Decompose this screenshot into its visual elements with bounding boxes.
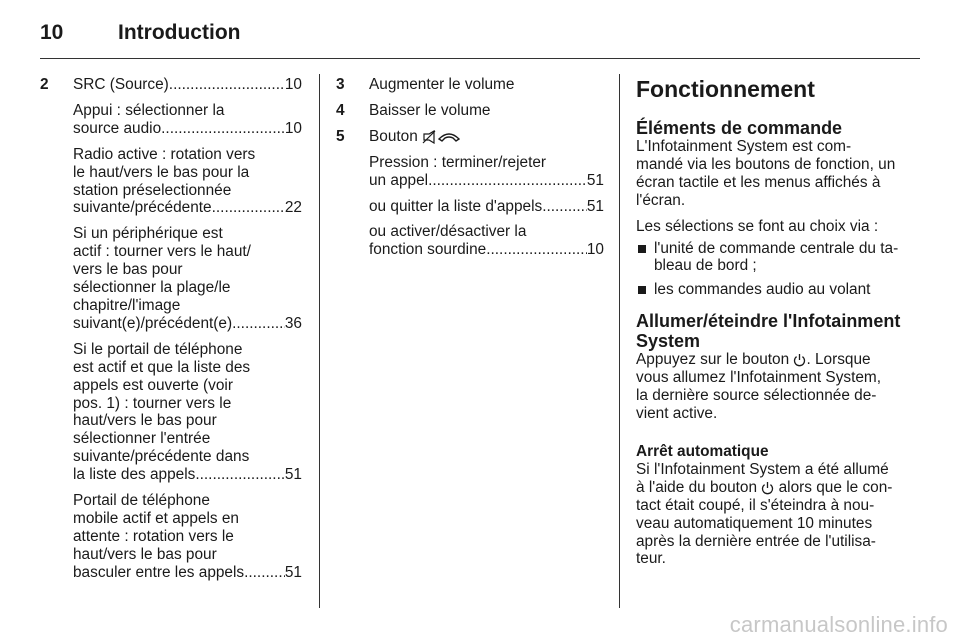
item-body	[369, 154, 604, 268]
toc-entry	[369, 223, 604, 259]
column-divider	[319, 74, 320, 608]
entry-line: Pression : terminer/rejeter	[369, 153, 547, 171]
paragraph	[636, 461, 906, 568]
toc-entry	[73, 225, 302, 332]
bullet-square-icon	[638, 286, 646, 294]
entry-text: source audio	[73, 119, 162, 137]
column-3	[636, 76, 906, 576]
toc-entry	[73, 341, 302, 484]
entry-line: sélectionner la plage/le	[73, 279, 231, 297]
page-ref[interactable]: 10	[284, 119, 302, 137]
text-line: veau automatiquement 10 minutes	[636, 514, 873, 532]
paragraph	[636, 351, 906, 423]
entry-line: pos. 1) : tourner vers le	[73, 394, 232, 412]
toc-entry	[369, 198, 604, 216]
page-ref[interactable]: 51	[586, 197, 604, 215]
page-ref[interactable]: 51	[284, 466, 302, 484]
text-line	[636, 479, 906, 497]
toc-entry	[369, 154, 604, 190]
entry-line: est actif et que la liste des	[73, 358, 251, 376]
entry-last-line	[369, 241, 604, 259]
text-line: les commandes audio au volant	[654, 281, 871, 299]
entry-line: Portail de téléphone	[73, 492, 210, 510]
text-line: vous allumez l'Infotainment System,	[636, 369, 882, 387]
leader-dots	[486, 241, 587, 259]
toc-entry	[73, 146, 302, 218]
text-line: l'unité de commande centrale du ta-	[654, 239, 899, 257]
entry-line: Si le portail de téléphone	[73, 340, 243, 358]
bullet-item	[636, 281, 906, 299]
text-segment: Appuyez sur le bouton	[636, 351, 790, 369]
column-1	[40, 76, 302, 590]
text-line: l'écran.	[636, 191, 686, 209]
entry-text: suivant(e)/précédent(e)	[73, 314, 233, 332]
text-segment: . Lorsque	[806, 351, 871, 369]
bullet-square-icon	[638, 245, 646, 253]
entry-last-line	[73, 564, 302, 582]
power-icon	[793, 353, 806, 367]
text-line	[636, 351, 906, 369]
leader-dots	[244, 564, 285, 582]
leader-dots	[428, 172, 587, 190]
entry-text: ou quitter la liste d'appels	[369, 197, 543, 215]
item-label-wrap	[369, 128, 604, 146]
entry-line: haut/vers le bas pour	[73, 412, 217, 430]
page-ref[interactable]: 51	[586, 171, 604, 189]
entry-last-line	[73, 466, 302, 484]
leader-dots	[232, 315, 285, 333]
list-item-2	[40, 76, 302, 590]
text-line: écran tactile et les menus affichés à	[636, 173, 881, 191]
text-line: après la dernière entrée de l'utilisa-	[636, 532, 876, 550]
entry-last-line	[369, 172, 604, 190]
text-line: mandé via les boutons de fonction, un	[636, 155, 896, 173]
entry-last-line	[73, 315, 302, 333]
item-label-wrap	[369, 102, 604, 120]
entry-line: haut/vers le bas pour	[73, 545, 217, 563]
item-body	[73, 76, 302, 590]
entry-line: ou activer/désactiver la	[369, 223, 527, 241]
entry-line: vers le bas pour	[73, 261, 183, 279]
list-item-4	[336, 102, 604, 120]
page-ref[interactable]: 10	[284, 76, 302, 93]
text-line: teur.	[636, 550, 666, 568]
entry-line: appels est ouverte (voir	[73, 376, 233, 394]
text-line: la dernière source sélectionnée de-	[636, 387, 877, 405]
entry-text: suivante/précédente	[73, 199, 212, 217]
entry-line: Si un périphérique est	[73, 225, 223, 243]
phone-mute-icon	[422, 130, 462, 144]
header-rule	[40, 58, 920, 59]
column-2	[336, 76, 604, 267]
entry-text: la liste des appels	[73, 466, 196, 484]
toc-entry	[73, 76, 302, 94]
leader-dots	[195, 466, 285, 484]
watermark: carmanualsonline.info	[729, 612, 948, 637]
item-label-wrap	[369, 76, 604, 94]
entry-line: sélectionner l'entrée	[73, 430, 211, 448]
page-header	[40, 18, 240, 48]
text-line: L'Infotainment System est com-	[636, 138, 852, 155]
entry-line: le haut/vers le bas pour la	[73, 163, 250, 181]
list-item-5	[336, 128, 604, 146]
text-line: Si l'Infotainment System a été allumé	[636, 460, 889, 478]
subheading-power	[636, 311, 906, 351]
leader-dots	[212, 199, 285, 217]
section-heading: Fonctionnement	[636, 76, 815, 102]
entry-line: suivante/précédente dans	[73, 448, 250, 466]
text-segment: à l'aide du bouton	[636, 478, 758, 496]
page-ref[interactable]: 10	[586, 241, 604, 259]
item-label: Augmenter le volume	[369, 76, 515, 93]
entry-last-line	[73, 199, 302, 217]
column-divider	[619, 74, 620, 608]
entry-text: basculer entre les appels	[73, 563, 245, 581]
item-label: Baisser le volume	[369, 101, 491, 119]
item-number: 4	[336, 101, 345, 119]
entry-line: mobile actif et appels en	[73, 509, 239, 527]
entry-text: fonction sourdine	[369, 241, 487, 259]
text-line: Allumer/éteindre l'Infotainment	[636, 311, 901, 332]
bullet-item	[636, 240, 906, 276]
list-item-3	[336, 76, 604, 94]
page-ref[interactable]: 51	[284, 563, 302, 581]
text-line: System	[636, 331, 701, 352]
leader-dots	[161, 120, 285, 138]
entry-text: SRC (Source)	[73, 76, 169, 93]
entry-line: attente : rotation vers le	[73, 527, 234, 545]
bullet-text	[654, 281, 870, 299]
toc-entry	[73, 492, 302, 582]
entry-line: station préselectionnée	[73, 181, 232, 199]
entry-line: actif : tourner vers le haut/	[73, 243, 251, 261]
entry-line: chapitre/l'image	[73, 296, 181, 314]
power-icon	[761, 481, 774, 495]
bullet-text	[654, 240, 898, 276]
item-number: 3	[336, 76, 345, 93]
item-label: Bouton	[369, 127, 418, 145]
entry-line: Radio active : rotation vers	[73, 145, 256, 163]
bullet-list	[636, 240, 906, 300]
text-line: vient active.	[636, 404, 718, 422]
entry-last-line	[73, 120, 302, 138]
entry-last-line	[369, 198, 604, 216]
list-item-5-entries	[336, 154, 604, 268]
leader-dots	[542, 198, 587, 216]
text-line: tact était coupé, il s'éteindra à nou-	[636, 496, 875, 514]
subheading-controls: Éléments de commande	[636, 118, 843, 138]
paragraph: Les sélections se font au choix via :	[636, 217, 879, 235]
text-line: bleau de bord ;	[654, 257, 757, 275]
leader-dots	[169, 76, 285, 94]
entry-line: Appui : sélectionner la	[73, 101, 225, 119]
text-segment: alors que le con-	[774, 478, 893, 496]
entry-text: un appel	[369, 171, 429, 189]
page-number: 10	[40, 21, 64, 44]
page-ref[interactable]: 22	[284, 199, 302, 217]
page-title: Introduction	[118, 21, 241, 44]
page-ref[interactable]: 36	[284, 314, 302, 332]
item-number: 5	[336, 127, 345, 145]
toc-entry	[73, 102, 302, 138]
paragraph	[636, 138, 906, 210]
subheading-auto-off: Arrêt automatique	[636, 442, 769, 460]
item-number: 2	[40, 76, 49, 93]
